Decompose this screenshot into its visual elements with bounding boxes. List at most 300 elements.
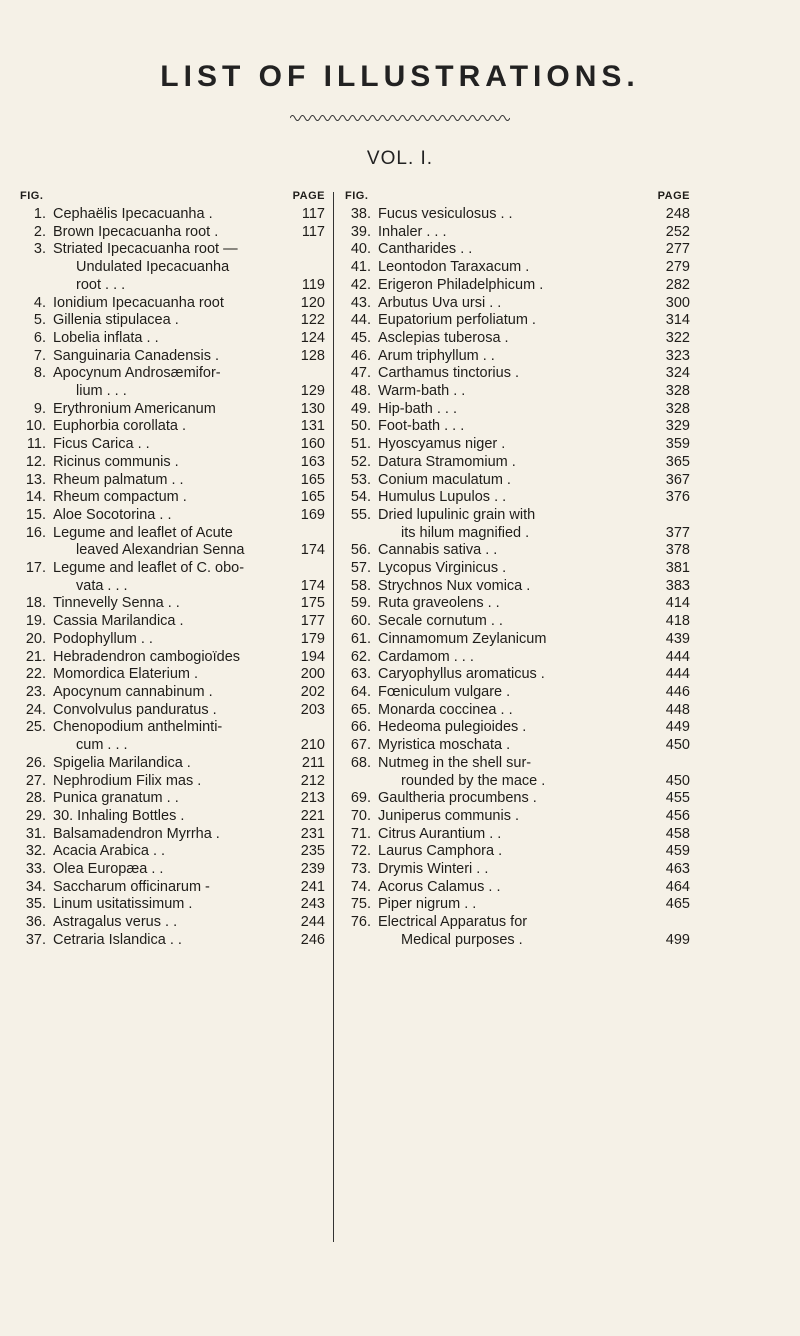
figure-number: 52. xyxy=(350,453,371,470)
figure-number: 3. xyxy=(33,241,46,258)
figure-number: 69. xyxy=(350,790,371,807)
figure-number: 6. xyxy=(33,329,46,346)
page-number: 455 xyxy=(665,790,690,807)
page-number: 444 xyxy=(665,648,690,665)
figure-caption-line: Convolvulus panduratus . xyxy=(53,701,217,718)
list-item xyxy=(20,649,325,667)
figure-caption-line: Myristica moschata . xyxy=(378,737,511,754)
page-number: 202 xyxy=(300,683,325,700)
page-number: 465 xyxy=(665,896,690,913)
page-number: 383 xyxy=(665,577,690,594)
figure-number: 71. xyxy=(350,825,371,842)
page-number: 231 xyxy=(300,825,325,842)
figure-caption-line: Cardamom . . . xyxy=(378,648,474,665)
figure-caption-line: Hip-bath . . . xyxy=(378,400,457,417)
figure-caption-line: lium . . . xyxy=(76,383,127,400)
figure-caption-line: Humulus Lupulos . . xyxy=(378,489,507,506)
figure-number: 62. xyxy=(350,648,371,665)
figure-caption-line: Lobelia inflata . . xyxy=(53,329,159,346)
figure-number: 28. xyxy=(25,790,46,807)
figure-number: 5. xyxy=(33,312,46,329)
list-item xyxy=(345,259,690,277)
list-item xyxy=(345,702,690,720)
figure-caption-line: Juniperus communis . xyxy=(378,807,520,824)
figure-caption-line: Lycopus Virginicus . xyxy=(378,560,507,577)
page-number: 131 xyxy=(300,418,325,435)
page-number: 279 xyxy=(665,259,690,276)
list-item xyxy=(345,666,690,684)
figure-caption-line: Aloe Socotorina . . xyxy=(53,506,172,523)
page-number: 169 xyxy=(300,506,325,523)
figure-number: 10. xyxy=(25,418,46,435)
list-item xyxy=(20,613,325,631)
page-number: 117 xyxy=(301,223,325,240)
figure-caption-line: rounded by the mace . xyxy=(401,772,546,789)
list-item xyxy=(345,578,690,596)
list-item xyxy=(345,613,690,631)
page-number: 323 xyxy=(665,347,690,364)
figure-number: 11. xyxy=(26,436,46,453)
figure-caption-line: Asclepias tuberosa . xyxy=(378,329,509,346)
figure-number: 70. xyxy=(350,807,371,824)
figure-caption-line: Datura Stramomium . xyxy=(378,453,516,470)
figure-caption-line: Gillenia stipulacea . xyxy=(53,312,179,329)
page-number: 119 xyxy=(301,276,325,293)
figure-number: 16. xyxy=(25,524,46,541)
list-item xyxy=(20,631,325,649)
figure-caption-line: Euphorbia corollata . xyxy=(53,418,186,435)
figure-number: 40. xyxy=(350,241,371,258)
list-item xyxy=(345,896,690,914)
figure-caption-line: Podophyllum . . xyxy=(53,630,153,647)
figure-number: 34. xyxy=(25,878,46,895)
figure-number: 36. xyxy=(25,914,46,931)
figure-caption-line: Legume and leaflet of C. obo- xyxy=(53,560,245,577)
list-item xyxy=(345,436,690,454)
list-item xyxy=(345,401,690,419)
list-item xyxy=(20,507,325,525)
figure-caption-line: Chenopodium anthelminti- xyxy=(53,719,223,736)
column-divider xyxy=(333,192,334,1242)
page-number: 450 xyxy=(665,772,690,789)
page-number: 322 xyxy=(665,329,690,346)
list-item xyxy=(20,312,325,330)
list-item xyxy=(20,348,325,366)
figure-number: 7. xyxy=(33,347,46,364)
page-number: 200 xyxy=(300,666,325,683)
figure-caption-line: Tinnevelly Senna . . xyxy=(53,595,180,612)
figure-caption-line: Cetraria Islandica . . xyxy=(53,931,182,948)
figure-number: 64. xyxy=(350,683,371,700)
page-number: 324 xyxy=(665,365,690,382)
figure-number: 48. xyxy=(350,383,371,400)
list-item xyxy=(20,295,325,313)
page-number: 210 xyxy=(300,737,325,754)
list-item xyxy=(20,489,325,507)
page-number: 203 xyxy=(300,701,325,718)
figure-number: 15. xyxy=(25,506,46,523)
figure-number: 12. xyxy=(25,453,46,470)
page-number: 165 xyxy=(300,489,325,506)
figure-caption-line: Acorus Calamus . . xyxy=(378,878,501,895)
figure-caption-line: Hebradendron cambogioïdes xyxy=(53,648,241,665)
page-number: 212 xyxy=(300,772,325,789)
page-number: 464 xyxy=(665,878,690,895)
figure-caption-line: vata . . . xyxy=(76,577,128,594)
figure-number: 20. xyxy=(25,630,46,647)
figure-caption-line: Nutmeg in the shell sur- xyxy=(378,754,532,771)
list-item xyxy=(20,401,325,419)
figure-caption-line: Citrus Aurantium . . xyxy=(378,825,502,842)
page-number: 129 xyxy=(300,383,325,400)
page-number: 211 xyxy=(301,754,325,771)
list-item xyxy=(345,418,690,436)
list-item xyxy=(20,755,325,773)
list-item xyxy=(345,808,690,826)
figure-caption-line: Cassia Marilandica . xyxy=(53,613,184,630)
page-number: 439 xyxy=(665,630,690,647)
figure-caption-line: Fœniculum vulgare . xyxy=(378,683,511,700)
figure-caption-line: Linum usitatissimum . xyxy=(53,896,193,913)
page-number: 458 xyxy=(665,825,690,842)
list-item xyxy=(345,241,690,259)
list-item xyxy=(345,843,690,861)
page-number: 367 xyxy=(665,471,690,488)
figure-number: 22. xyxy=(25,666,46,683)
list-item xyxy=(345,224,690,242)
figure-number: 42. xyxy=(350,276,371,293)
list-item xyxy=(345,330,690,348)
list-item xyxy=(20,932,325,950)
figure-caption-line: Fucus vesiculosus . . xyxy=(378,206,513,222)
page-number: 221 xyxy=(300,807,325,824)
left-column xyxy=(20,188,325,950)
figure-number: 61. xyxy=(350,630,371,647)
page-number: 117 xyxy=(301,206,325,222)
figure-number: 50. xyxy=(350,418,371,435)
list-item xyxy=(345,295,690,313)
figure-caption-line: Hyoscyamus niger . xyxy=(378,436,506,453)
figure-caption-line: Ruta graveolens . . xyxy=(378,595,500,612)
list-item xyxy=(20,365,325,400)
page-number: 463 xyxy=(665,861,690,878)
figure-caption-line: leaved Alexandrian Senna xyxy=(76,542,245,559)
figure-number: 33. xyxy=(25,861,46,878)
figure-caption-line: Erythronium Americanum xyxy=(53,400,216,417)
list-item xyxy=(345,631,690,649)
list-item xyxy=(345,861,690,879)
list-item xyxy=(20,684,325,702)
figure-number: 57. xyxy=(350,560,371,577)
page-number: 239 xyxy=(300,861,325,878)
left-entry-list xyxy=(20,206,325,950)
list-item xyxy=(345,489,690,507)
figure-number: 19. xyxy=(25,613,46,630)
figure-caption-line: Eupatorium perfoliatum . xyxy=(378,312,536,329)
figure-number: 73. xyxy=(350,861,371,878)
figure-number: 23. xyxy=(25,683,46,700)
list-item xyxy=(20,914,325,932)
figure-number: 21. xyxy=(25,648,46,665)
page-number: 130 xyxy=(300,400,325,417)
list-item xyxy=(20,525,325,560)
page-number: 328 xyxy=(665,400,690,417)
figure-number: 39. xyxy=(350,223,371,240)
figure-caption-line: Nephrodium Filix mas . xyxy=(53,772,202,789)
figure-caption-line: Arum triphyllum . . xyxy=(378,347,495,364)
figure-number: 17. xyxy=(25,560,46,577)
list-item xyxy=(345,560,690,578)
list-item xyxy=(20,454,325,472)
figure-number: 24. xyxy=(25,701,46,718)
figure-caption-line: Rheum palmatum . . xyxy=(53,471,184,488)
fig-label: FIG. xyxy=(345,190,369,202)
figure-number: 8. xyxy=(33,365,46,382)
list-item xyxy=(345,454,690,472)
figure-number: 26. xyxy=(25,754,46,771)
figure-number: 58. xyxy=(350,577,371,594)
figure-number: 59. xyxy=(350,595,371,612)
page-number: 282 xyxy=(665,276,690,293)
page-number: 448 xyxy=(665,701,690,718)
fig-label: FIG. xyxy=(20,190,44,202)
figure-caption-line: Brown Ipecacuanha root . xyxy=(53,223,219,240)
page-number: 194 xyxy=(300,648,325,665)
page-number: 300 xyxy=(665,294,690,311)
figure-number: 54. xyxy=(350,489,371,506)
list-item xyxy=(20,666,325,684)
list-item xyxy=(20,224,325,242)
figure-caption-line: Rheum compactum . xyxy=(53,489,187,506)
page-number: 243 xyxy=(300,896,325,913)
list-item xyxy=(20,879,325,897)
figure-caption-line: Arbutus Uva ursi . . xyxy=(378,294,502,311)
page-number: 235 xyxy=(300,843,325,860)
figure-number: 35. xyxy=(25,896,46,913)
page-number: 376 xyxy=(665,489,690,506)
volume-heading: VOL. I. xyxy=(366,148,434,169)
figure-caption-line: Punica granatum . . xyxy=(53,790,179,807)
page-number: 120 xyxy=(300,294,325,311)
list-item xyxy=(345,914,690,949)
figure-caption-line: Cinnamomum Zeylanicum xyxy=(378,630,547,647)
page-number: 248 xyxy=(665,206,690,222)
figure-number: 4. xyxy=(33,294,46,311)
figure-caption-line: Laurus Camphora . xyxy=(378,843,503,860)
figure-caption-line: Saccharum officinarum - xyxy=(53,878,210,895)
list-item xyxy=(20,595,325,613)
list-item xyxy=(345,737,690,755)
figure-caption-line: cum . . . xyxy=(76,737,128,754)
figure-number: 13. xyxy=(25,471,46,488)
figure-number: 38. xyxy=(350,206,371,222)
list-item xyxy=(20,719,325,754)
figure-caption-line: root . . . xyxy=(76,276,126,293)
page-title: LIST OF ILLUSTRATIONS. xyxy=(160,60,640,93)
list-item xyxy=(345,348,690,366)
list-item xyxy=(345,312,690,330)
list-item xyxy=(20,330,325,348)
list-item xyxy=(345,542,690,560)
figure-caption-line: Sanguinaria Canadensis . xyxy=(53,347,220,364)
page-number: 177 xyxy=(300,613,325,630)
page-number: 241 xyxy=(300,878,325,895)
list-item xyxy=(20,472,325,490)
list-item xyxy=(20,790,325,808)
page-label: PAGE xyxy=(657,190,690,202)
figure-number: 51. xyxy=(350,436,371,453)
page-number: 160 xyxy=(300,436,325,453)
figure-number: 31. xyxy=(25,825,46,842)
figure-caption-line: Momordica Elaterium . xyxy=(53,666,199,683)
list-item xyxy=(20,241,325,294)
figure-caption-line: Acacia Arabica . . xyxy=(53,843,166,860)
list-item xyxy=(345,365,690,383)
page-number: 381 xyxy=(665,560,690,577)
page-number: 418 xyxy=(665,613,690,630)
figure-number: 60. xyxy=(350,613,371,630)
list-item xyxy=(345,879,690,897)
figure-caption-line: 30. Inhaling Bottles . xyxy=(53,807,185,824)
figure-number: 65. xyxy=(350,701,371,718)
figure-caption-line: Legume and leaflet of Acute xyxy=(53,524,233,541)
figure-caption-line: Drymis Winteri . . xyxy=(378,861,489,878)
figure-caption-line: Astragalus verus . . xyxy=(53,914,178,931)
figure-caption-line: Ricinus communis . xyxy=(53,453,179,470)
page-number: 314 xyxy=(665,312,690,329)
page-number: 244 xyxy=(300,914,325,931)
figure-caption-line: Inhaler . . . xyxy=(378,223,447,240)
figure-caption-line: Cantharides . . xyxy=(378,241,473,258)
figure-caption-line: Striated Ipecacuanha root — xyxy=(53,241,238,258)
list-item xyxy=(20,861,325,879)
figure-number: 45. xyxy=(350,329,371,346)
page-number: 277 xyxy=(665,241,690,258)
list-item xyxy=(20,560,325,595)
list-item xyxy=(20,808,325,826)
figure-caption-line: Dried lupulinic grain with xyxy=(378,506,536,523)
page-number: 128 xyxy=(300,347,325,364)
page-number: 459 xyxy=(665,843,690,860)
figure-caption-line: Gaultheria procumbens . xyxy=(378,790,537,807)
page-number: 449 xyxy=(665,719,690,736)
figure-caption-line: Ficus Carica . . xyxy=(53,436,150,453)
figure-caption-line: Apocynum Androsæmifor- xyxy=(53,365,221,382)
list-item xyxy=(345,755,690,790)
figure-number: 76. xyxy=(350,914,371,931)
list-item xyxy=(345,277,690,295)
list-item xyxy=(20,773,325,791)
figure-number: 29. xyxy=(25,807,46,824)
list-item xyxy=(345,790,690,808)
list-item xyxy=(20,436,325,454)
list-item xyxy=(345,383,690,401)
figure-caption-line: Undulated Ipecacuanha xyxy=(76,259,230,276)
figure-number: 9. xyxy=(33,400,46,417)
figure-number: 56. xyxy=(350,542,371,559)
list-item xyxy=(20,206,325,224)
page-number: 378 xyxy=(665,542,690,559)
page-number: 213 xyxy=(300,790,325,807)
list-item xyxy=(20,843,325,861)
figure-number: 32. xyxy=(25,843,46,860)
figure-caption-line: Erigeron Philadelphicum . xyxy=(378,276,544,293)
figure-caption-line: Secale cornutum . . xyxy=(378,613,503,630)
figure-number: 37. xyxy=(25,931,46,948)
figure-number: 66. xyxy=(350,719,371,736)
figure-caption-line: Olea Europæa . . xyxy=(53,861,164,878)
page-number: 446 xyxy=(665,683,690,700)
page-number: 414 xyxy=(665,595,690,612)
figure-caption-line: Strychnos Nux vomica . xyxy=(378,577,531,594)
figure-caption-line: Caryophyllus aromaticus . xyxy=(378,666,545,683)
figure-number: 1. xyxy=(33,206,46,222)
page-number: 246 xyxy=(300,931,325,948)
page-number: 124 xyxy=(300,329,325,346)
page-number: 328 xyxy=(665,383,690,400)
figure-number: 44. xyxy=(350,312,371,329)
list-item xyxy=(345,649,690,667)
figure-caption-line: Warm-bath . . xyxy=(378,383,466,400)
list-item xyxy=(345,719,690,737)
page-number: 165 xyxy=(300,471,325,488)
page-number: 377 xyxy=(665,524,690,541)
page-number: 174 xyxy=(300,542,325,559)
figure-number: 47. xyxy=(350,365,371,382)
list-item xyxy=(20,418,325,436)
right-entry-list xyxy=(345,206,690,950)
page-number: 499 xyxy=(665,931,690,948)
figure-caption-line: Medical purposes . xyxy=(401,931,523,948)
figure-caption-line: Apocynum cannabinum . xyxy=(53,683,213,700)
figure-caption-line: Spigelia Marilandica . xyxy=(53,754,191,771)
figure-caption-line: Monarda coccinea . . xyxy=(378,701,513,718)
page-number: 174 xyxy=(300,577,325,594)
figure-number: 67. xyxy=(350,737,371,754)
figure-caption-line: Hedeoma pulegioides . xyxy=(378,719,527,736)
figure-number: 63. xyxy=(350,666,371,683)
figure-caption-line: Ionidium Ipecacuanha root xyxy=(53,294,224,311)
figure-caption-line: Cephaëlis Ipecacuanha . xyxy=(53,206,213,222)
figure-caption-line: Foot-bath . . . xyxy=(378,418,465,435)
figure-caption-line: Leontodon Taraxacum . xyxy=(378,259,530,276)
right-column xyxy=(345,188,690,950)
figure-number: 41. xyxy=(350,259,371,276)
list-item xyxy=(20,702,325,720)
figure-caption-line: Electrical Apparatus for xyxy=(378,914,528,931)
figure-caption-line: Carthamus tinctorius . xyxy=(378,365,520,382)
figure-caption-line: its hilum magnified . xyxy=(401,524,530,541)
figure-caption-line: Conium maculatum . xyxy=(378,471,511,488)
figure-number: 2. xyxy=(33,223,46,240)
list-item xyxy=(345,826,690,844)
list-item xyxy=(345,206,690,224)
list-item xyxy=(20,896,325,914)
figure-number: 49. xyxy=(350,400,371,417)
page-number: 444 xyxy=(665,666,690,683)
figure-caption-line: Piper nigrum . . xyxy=(378,896,477,913)
figure-number: 75. xyxy=(350,896,371,913)
column-header xyxy=(345,188,690,206)
page-number: 365 xyxy=(665,453,690,470)
figure-number: 18. xyxy=(25,595,46,612)
page-number: 122 xyxy=(300,312,325,329)
page-label: PAGE xyxy=(292,190,325,202)
list-item xyxy=(20,826,325,844)
figure-number: 46. xyxy=(350,347,371,364)
figure-caption-line: Balsamadendron Myrrha . xyxy=(53,825,220,842)
page-number: 175 xyxy=(300,595,325,612)
